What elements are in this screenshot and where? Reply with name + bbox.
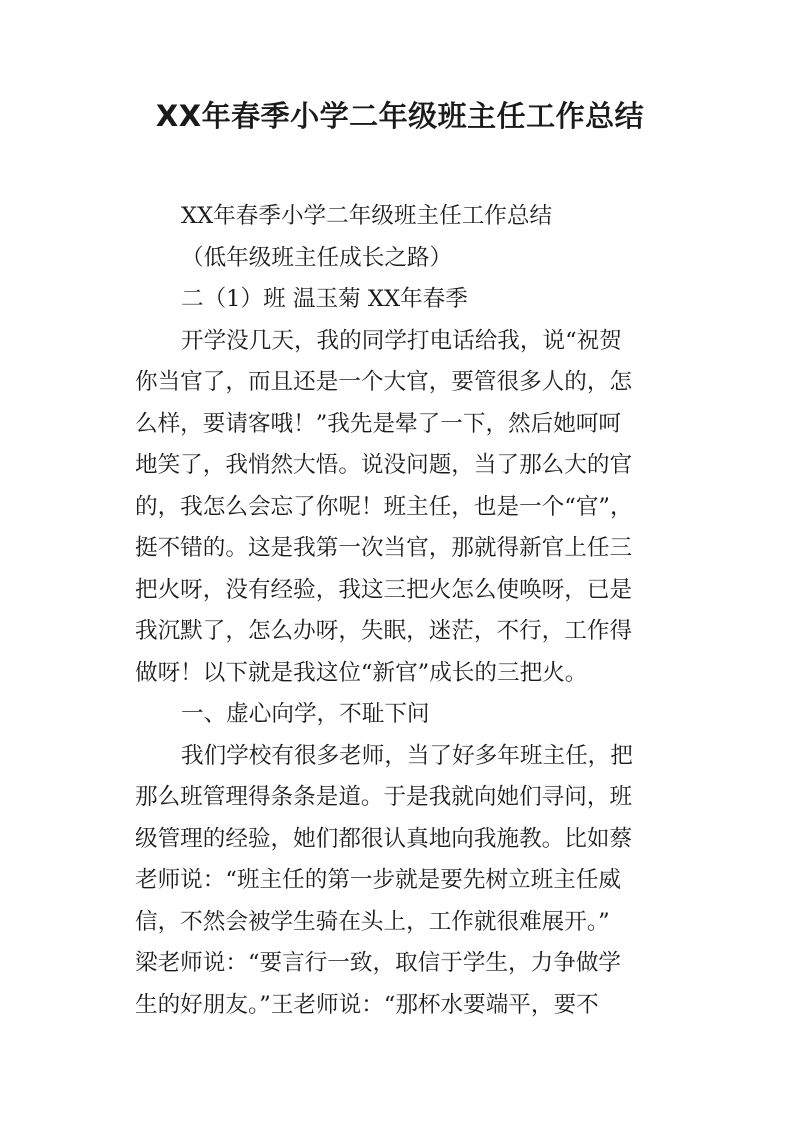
paragraph-line: 梁老师说：“要言行一致，取信于学生，力争做学	[135, 950, 622, 976]
section-heading: 一、虚心向学，不耻下问	[181, 701, 430, 727]
paragraph-line: 信，不然会被学生骑在头上，工作就很难展开。”	[135, 908, 610, 935]
paragraph-line: 把火呀，没有经验，我这三把火怎么使唤呀，已是	[135, 576, 633, 603]
paragraph-line: 那么班管理得条条是道。于是我就向她们寻问，班	[135, 784, 633, 810]
subtitle: XX年春季小学二年级班主任工作总结	[181, 203, 553, 229]
document-title: XX年春季小学二年级班主任工作总结	[155, 99, 645, 133]
note-line: （低年级班主任成长之路）	[181, 244, 453, 271]
paragraph-line: 生的好朋友。”王老师说：“那杯水要端平，要不	[135, 991, 599, 1018]
paragraph-line: 我沉默了，怎么办呀，失眠，迷茫，不行，工作得	[135, 618, 633, 644]
byline: 二（1）班 温玉菊 XX年春季	[181, 286, 468, 312]
paragraph-line: 你当官了，而且还是一个大官，要管很多人的，怎	[135, 369, 633, 395]
paragraph-line: 级管理的经验，她们都很认真地向我施教。比如蔡	[135, 825, 633, 852]
paragraph-1	[135, 321, 665, 695]
paragraph-line: 我们学校有很多老师，当了好多年班主任，把	[181, 742, 633, 769]
paragraph-2	[135, 736, 665, 1027]
paragraph-line: 么样，要请客哦！”我先是晕了一下，然后她呵呵	[135, 410, 622, 437]
paragraph-line: 老师说：“班主任的第一步就是要先树立班主任威	[135, 867, 622, 893]
paragraph-line: 开学没几天，我的同学打电话给我，说“祝贺	[181, 327, 622, 354]
paragraph-line: 的，我怎么会忘了你呢！班主任，也是一个“官”，	[135, 493, 633, 520]
paragraph-line: 挺不错的。这是我第一次当官，那就得新官上任三	[135, 535, 633, 561]
paragraph-line: 做呀！以下就是我这位“新官”成长的三把火。	[135, 659, 588, 686]
paragraph-line: 地笑了，我悄然大悟。说没问题，当了那么大的官	[135, 452, 633, 478]
document-body	[135, 196, 665, 1026]
